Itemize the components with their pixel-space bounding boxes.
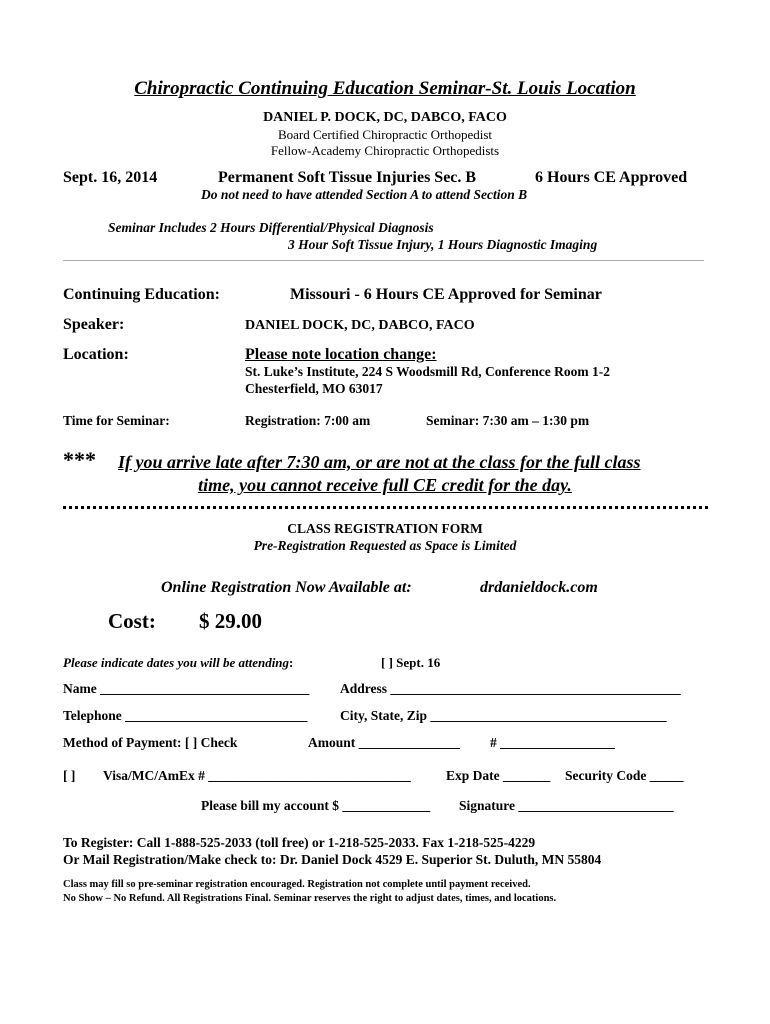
dates-prompt: Please indicate dates you will be attending:: [63, 655, 294, 670]
page-title: Chiropractic Continuing Education Seminar-St. Louis Location: [134, 78, 636, 99]
doctor-name: DANIEL P. DOCK, DC, DABCO, FACO: [263, 110, 507, 125]
website-link[interactable]: drdanieldock.com: [480, 579, 598, 596]
ce-label: Continuing Education:: [63, 286, 220, 303]
card-number-field[interactable]: Visa/MC/AmEx # ______________________________: [103, 768, 411, 783]
online-registration: Online Registration Now Available at:: [161, 579, 412, 596]
address-field[interactable]: Address ___________________________________________: [340, 681, 681, 696]
location-line-1: St. Luke’s Institute, 224 S Woodsmill Rd, Conference Room 1-2: [245, 364, 611, 379]
telephone-field[interactable]: Telephone ___________________________: [63, 708, 308, 723]
credential-line-1: Board Certified Chiropractic Orthopedist: [277, 127, 493, 142]
location-change-note: Please note location change:: [245, 346, 437, 363]
warning-line-2: time, you cannot receive full CE credit for the day.: [198, 475, 572, 495]
ce-value: Missouri - 6 Hours CE Approved for Seminar: [290, 286, 602, 303]
date-option-sept-16[interactable]: [ ] Sept. 16: [381, 655, 441, 670]
footer-line-1: Class may fill so pre-seminar registration encouraged. Registration not complete until payment received.: [63, 879, 531, 890]
warning-stars: ***: [63, 447, 96, 472]
seminar-includes-2: 3 Hour Soft Tissue Injury, 1 Hours Diagnostic Imaging: [288, 237, 598, 252]
cost-label: Cost:: [108, 609, 156, 633]
warning-line-1: If you arrive late after 7:30 am, or are not at the class for the full class: [118, 452, 641, 472]
amount-field[interactable]: Amount _______________: [308, 735, 460, 750]
bill-account-field[interactable]: Please bill my account $ _____________: [201, 798, 431, 813]
credential-line-2: Fellow-Academy Chiropractic Orthopedists: [270, 143, 500, 158]
city-state-zip-field[interactable]: City, State, Zip ___________________________________: [340, 708, 667, 723]
ce-hours: 6 Hours CE Approved: [535, 169, 688, 186]
cost-value: $ 29.00: [199, 609, 262, 633]
location-label: Location:: [63, 346, 129, 363]
divider: [63, 260, 704, 261]
signature-field[interactable]: Signature _______________________: [459, 798, 674, 813]
seminar-includes-1: Seminar Includes 2 Hours Differential/Physical Diagnosis: [108, 220, 434, 235]
security-code-field[interactable]: Security Code _____: [565, 768, 684, 783]
register-mail: Or Mail Registration/Make check to: Dr. Daniel Dock 4529 E. Superior St. Duluth, MN 55804: [63, 852, 602, 867]
time-label: Time for Seminar:: [63, 413, 170, 428]
form-subtitle: Pre-Registration Requested as Space is Limited: [253, 538, 517, 553]
registration-time: Registration: 7:00 am: [245, 413, 371, 428]
payment-check-option[interactable]: Method of Payment: [ ] Check: [63, 735, 238, 750]
register-call: To Register: Call 1-888-525-2033 (toll free) or 1-218-525-2033. Fax 1-218-525-4229: [63, 835, 536, 850]
section-note: Do not need to have attended Section A to attend Section B: [201, 187, 528, 202]
seminar-date: Sept. 16, 2014: [63, 169, 158, 186]
location-line-2: Chesterfield, MO 63017: [245, 381, 383, 396]
name-field[interactable]: Name _______________________________: [63, 681, 310, 696]
card-checkbox[interactable]: [ ]: [63, 768, 76, 783]
seminar-topic: Permanent Soft Tissue Injuries Sec. B: [218, 169, 477, 186]
form-title: CLASS REGISTRATION FORM: [287, 521, 483, 536]
footer-line-2: No Show – No Refund. All Registrations Final. Seminar reserves the right to adjust dates, times, and locations.: [63, 893, 557, 904]
seminar-time: Seminar: 7:30 am – 1:30 pm: [426, 413, 590, 428]
dotted-divider: [63, 506, 708, 509]
exp-date-field[interactable]: Exp Date _______: [446, 768, 551, 783]
speaker-label: Speaker:: [63, 316, 125, 333]
check-number-field[interactable]: # _________________: [490, 735, 615, 750]
speaker-value: DANIEL DOCK, DC, DABCO, FACO: [245, 318, 475, 333]
